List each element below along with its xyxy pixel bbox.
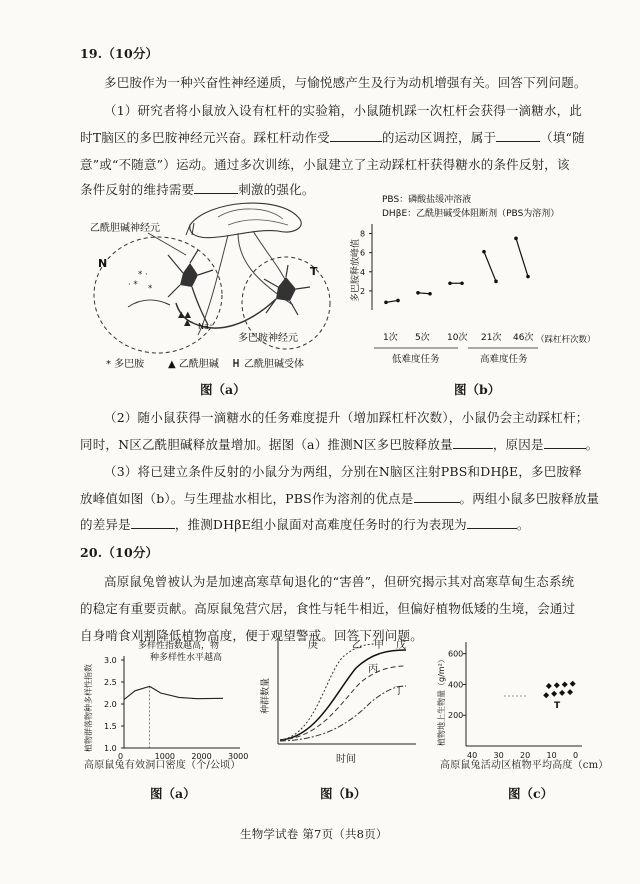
q19-p3-line1: （3）将已建立条件反射的小鼠分为两组，分别在N脑区注射PBS和DHβE，多巴胺释	[104, 464, 582, 479]
fig2-c-label-T: T	[554, 701, 561, 711]
fig2-a-ytick-label: 1.5	[104, 722, 117, 731]
fig2-c-xtick-label: 30	[493, 751, 504, 760]
label-N: N	[98, 257, 108, 270]
receptor-icon	[234, 359, 238, 367]
q19-p1-line2	[80, 128, 585, 146]
blank-reason[interactable]	[544, 436, 586, 449]
page-footer: 生物学试卷 第7页（共8页）	[240, 827, 388, 841]
svg-text:*: *	[148, 284, 153, 294]
fig2-a-ytick-label: 3.0	[104, 656, 117, 665]
fig-b-low-label: 低难度任务	[392, 354, 440, 365]
q20-header: 20.（10分）	[80, 545, 159, 560]
blank-behavior[interactable]	[467, 516, 517, 529]
fig2-c-ytick-label: 600	[448, 649, 464, 659]
region-N	[94, 237, 222, 353]
fig-b-point-dhbe	[460, 281, 464, 285]
fig-b-xunit: （踩杠杆次数）	[536, 335, 596, 345]
q20-line2: 的稳定有重要贡献。高原鼠兔营穴居，食性与牦牛相近，但偏好植物低矮的生境，会通过	[80, 601, 576, 616]
q19-p1-line1: （1）研究者将小鼠放入设有杠杆的实验箱，小鼠随机踩一次杠杆会获得一滴糖水，此	[104, 103, 583, 118]
fig-b-pair-line	[484, 252, 496, 282]
fig-b-ylabel: 多巴胺释放峰值	[351, 238, 361, 302]
curve-yi	[280, 650, 406, 740]
fig-b-point-dhbe	[494, 280, 498, 284]
q19-p3-line2	[80, 489, 599, 507]
curve-bing	[280, 666, 406, 740]
label-na: Na⁺	[198, 322, 214, 331]
fig-b-pair-line	[386, 300, 398, 302]
legend-receptor: 乙酰胆碱受体	[244, 359, 304, 370]
q19-p2-text-b: ，原因是	[492, 437, 544, 452]
fig2-c-xtick-label: 10	[546, 751, 557, 760]
fig2-c-point	[551, 691, 557, 697]
fig-b-ytick-label: 8	[360, 229, 366, 239]
fig2-a-xtick-label: 1000	[154, 752, 176, 761]
legend-dopamine: * 多巴胺	[106, 359, 145, 370]
q20-line1: 高原鼠兔曾被认为是加速高寒草甸退化的“害兽”，但研究揭示其对高寒草甸生态系统	[104, 574, 575, 589]
q19-p1-text-b: 的运动区调控，属于	[381, 130, 497, 145]
fig-b-point-pbs	[384, 301, 388, 305]
fig2-a-title-line2: 种多样性水平越高	[150, 653, 223, 663]
fig-b-pair-line	[516, 238, 528, 276]
fig2-a-xtick-label: 2000	[191, 752, 212, 761]
fig-b-xtick-label: 5次	[415, 333, 430, 343]
fig2-c-xlabel: 高原鼠兔活动区植物平均高度（cm）	[440, 760, 609, 771]
q19-p2-text-a: 同时，N区乙酰胆碱释放量增加。据图（a）推测N区多巴胺释放量	[80, 437, 453, 452]
fig2-b-series-bing: 丙	[368, 664, 378, 675]
fig2-a-ytick-label: 2.0	[104, 700, 117, 709]
fig2-c-xtick-label: 0	[573, 751, 579, 760]
blank-motor-area[interactable]	[330, 129, 382, 142]
fig-b-xtick-label: 10次	[447, 333, 468, 343]
q19-p1-text-a: 时T脑区的多巴胺神经元兴奋。踩杠杆动作受	[80, 130, 330, 145]
fig2-b-series-wu: 戊	[396, 640, 406, 651]
fig2-c-ytick-label: 400	[448, 680, 464, 690]
q19-p3-text-a: 放峰值如图（b）。与生理盐水相比，PBS作为溶剂的优点是	[80, 491, 414, 506]
q19-intro: 多巴胺作为一种兴奋性神经递质，与愉悦感产生及行为动机增强有关。回答下列问题。	[104, 75, 587, 90]
svg-text:▲▲: ▲▲	[178, 310, 192, 320]
fig-b-ytick-label: 2	[360, 286, 366, 296]
fig2-b-series-geng: 庚	[308, 640, 318, 651]
fig2-c-ylabel: 植物地上生物量（g/m²）	[437, 655, 446, 746]
fig2-a-ylabel: 植物群落物种多样性指数	[84, 664, 93, 752]
blank-stimulus[interactable]	[194, 181, 238, 194]
fig-b-chart	[340, 190, 610, 380]
q20-line3: 自身啃食刈割降低植物高度，便于观望警戒。回答下列问题。	[80, 628, 423, 643]
fig2-b-chart	[256, 632, 426, 772]
fig2-c-point	[570, 681, 576, 687]
fig2-c-caption: 图（c）	[508, 786, 554, 801]
svg-text:▲: ▲	[184, 318, 191, 328]
blank-pbs-advantage[interactable]	[414, 490, 460, 503]
fig-b-xtick-label: 46次	[513, 333, 534, 343]
q19-p2-text-c: 。	[585, 437, 599, 452]
fig2-a-xtick-label: 0	[118, 752, 124, 761]
fig-b-ytick-label: 4	[360, 267, 366, 277]
fig2-b-ylabel: 种群数量	[261, 677, 271, 714]
fig2-a-caption: 图（a）	[150, 786, 196, 801]
fig-b-xtick-label: 21次	[481, 333, 502, 343]
fig2-b-xlabel: 时间	[336, 754, 356, 765]
fig-b-legend2: DHβE：乙酰胆碱受体阻断剂（PBS为溶剂）	[382, 209, 560, 219]
label-da-neuron: 多巴胺神经元	[238, 333, 298, 344]
fig-a-diagram	[88, 195, 350, 377]
fig2-c-point	[567, 689, 573, 695]
label-ach-neuron: 乙酰胆碱神经元	[90, 223, 160, 234]
blank-difference[interactable]	[131, 516, 175, 529]
fig2-c-point	[543, 692, 549, 698]
blank-voluntary[interactable]	[496, 129, 540, 142]
svg-text:· *: · *	[128, 280, 138, 290]
q19-p2-line1: （2）随小鼠获得一滴糖水的任务难度提升（增加踩杠杆次数），小鼠仍会主动踩杠杆；	[104, 410, 589, 425]
fig2-a-ytick-label: 1.0	[104, 744, 117, 753]
fig2-a-chart	[78, 636, 248, 772]
legend-ach: ▲ 乙酰胆碱	[168, 359, 219, 370]
fig2-b-series-yi: 乙	[352, 640, 362, 651]
fig2-b-series-jia: 甲	[374, 640, 384, 651]
label-T: T	[310, 265, 318, 278]
q19-p3-line3	[80, 515, 530, 533]
fig-b-point-pbs	[482, 250, 486, 254]
curve-geng	[280, 644, 376, 740]
fig-b-point-dhbe	[526, 275, 530, 279]
fig2-c-ytick-label: 200	[448, 711, 464, 721]
q19-p3-text-e: 。	[516, 517, 530, 532]
fig2-c-chart	[432, 636, 592, 772]
fig-b-point-dhbe	[396, 299, 400, 303]
q19-p3-text-d: ，推测DHβE组小鼠面对高难度任务时的行为表现为	[174, 517, 467, 532]
fig2-a-series-line	[124, 686, 223, 699]
fig2-b-series-ding: 丁	[394, 686, 404, 697]
curve-ding	[280, 686, 406, 741]
q19-p3-text-b: 。两组小鼠多巴胺释放量	[459, 491, 600, 506]
q19-p1-text-d: 条件反射的维持需要	[80, 182, 195, 197]
q19-p1-line3: 意”或“不随意”）运动。通过多次训练，小鼠建立了主动踩杠杆获得糖水的条件反射，该	[80, 157, 570, 172]
fig2-a-title-line1: 多样性指数越高，物	[138, 641, 220, 651]
fig2-b-caption: 图（b）	[320, 786, 367, 801]
fig-b-xtick-label: 1次	[383, 333, 398, 343]
fig-b-caption: 图（b）	[454, 382, 501, 397]
fig-b-point-pbs	[416, 291, 420, 295]
fig-b-point-dhbe	[428, 292, 432, 296]
fig2-c-point	[559, 690, 565, 696]
q19-p1-text-c: （填“随	[540, 130, 585, 145]
q19-p3-text-c: 的差异是	[80, 517, 131, 532]
q19-header: 19.（10分）	[80, 46, 159, 61]
fig-b-high-label: 高难度任务	[480, 354, 528, 365]
fig2-c-xtick-label: 40	[467, 751, 478, 760]
svg-text:* ·: * ·	[138, 270, 148, 280]
fig-b-pair-line	[418, 293, 430, 294]
fig2-a-ytick-label: 2.5	[104, 678, 117, 687]
fig2-c-point	[554, 682, 560, 688]
blank-da-release[interactable]	[453, 436, 493, 449]
fig2-a-xlabel: 高原鼠兔有效洞口密度（个/公顷）	[84, 760, 241, 771]
fig2-a-xtick-label: 3000	[228, 752, 248, 761]
fig-b-point-pbs	[448, 281, 452, 285]
fig-b-legend1: PBS：磷酸盐缓冲溶液	[382, 195, 472, 205]
fig2-c-point	[562, 681, 568, 687]
fig-a-caption: 图（a）	[200, 382, 246, 397]
q19-p2-line2	[80, 435, 598, 453]
fig2-c-point	[546, 683, 552, 689]
q19-p1-text-e: 刺激的强化。	[238, 182, 315, 197]
fig-b-ytick-label: 6	[360, 248, 366, 258]
fig2-c-xtick-label: 20	[520, 751, 531, 760]
fig-b-point-pbs	[514, 237, 518, 241]
